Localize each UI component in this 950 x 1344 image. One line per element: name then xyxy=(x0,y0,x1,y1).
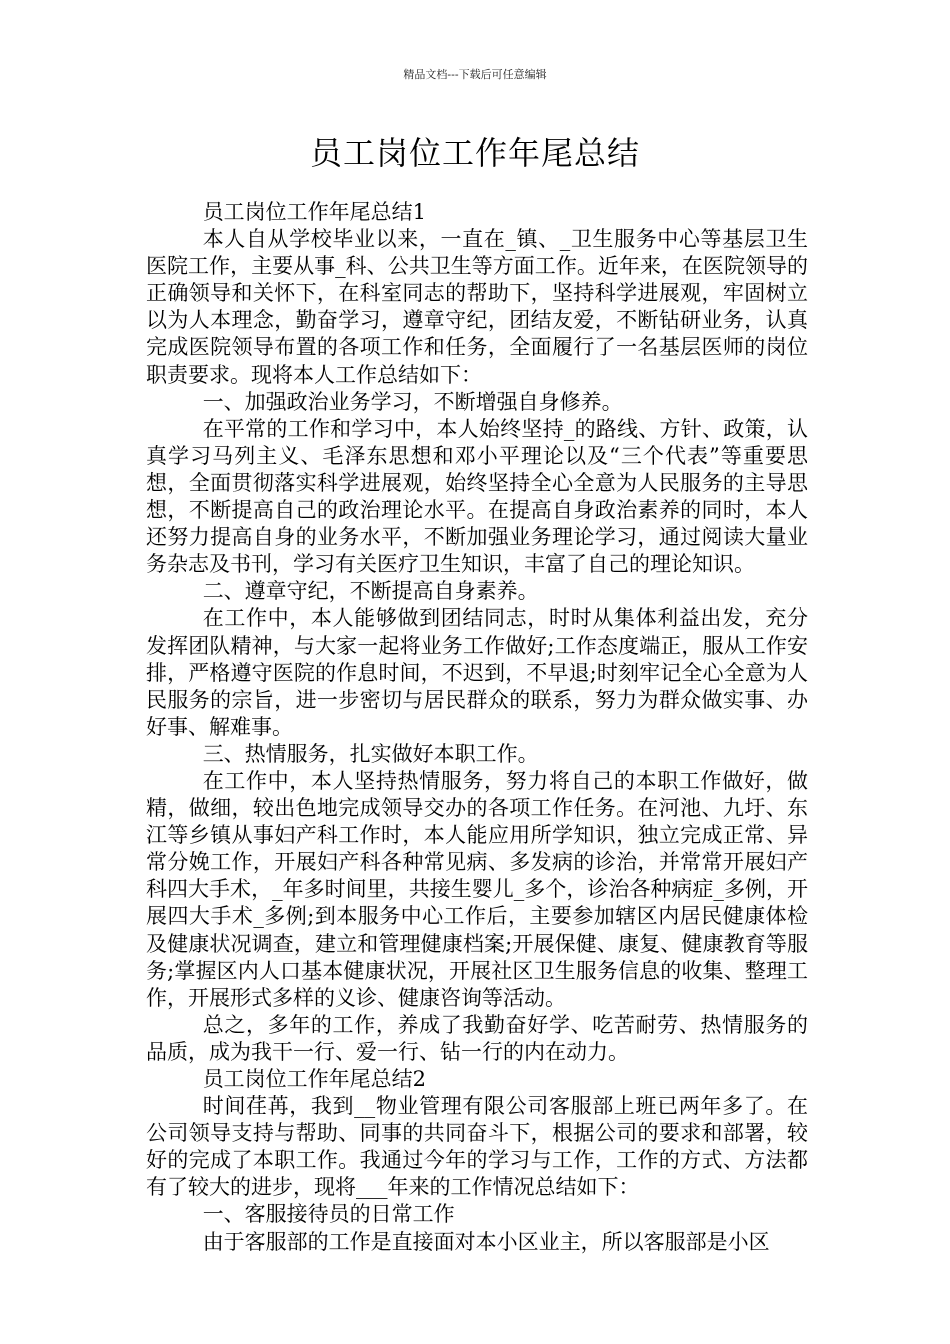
paragraph-intro-2: 时间荏苒，我到__物业管理有限公司客服部上班已两年多了。在公司领导支持与帮助、同事的共同奋斗下，根据公司的要求和部署，较好的完成了本职工作。我通过今年的学习与工作，工作的方式、方法都有了较大的进步，现将___年来的工作情况总结如下： xyxy=(146,1094,808,1200)
subheading-2: 二、遵章守纪，不断提高自身素养。 xyxy=(202,579,539,604)
header-note: 精品文档---下载后可任意编辑 xyxy=(403,68,547,81)
subheading-1: 一、加强政治业务学习，不断增强自身修养。 xyxy=(202,389,623,414)
section-heading-2: 员工岗位工作年尾总结2 xyxy=(202,1067,427,1091)
subheading-2-1: 一、客服接待员的日常工作 xyxy=(202,1202,455,1227)
paragraph-conclusion: 总之，多年的工作，养成了我勤奋好学、吃苦耐劳、热情服务的品质，成为我干一行、爱一行、钻一行的内在动力。 xyxy=(146,1012,808,1064)
paragraph-intro: 本人自从学校毕业以来，一直在_镇、_卫生服务中心等基层卫生医院工作，主要从事_科、公共卫生等方面工作。近年来，在医院领导的正确领导和关怀下，在科室同志的帮助下，坚持科学进展观，牢固树立以为人本理念，勤奋学习，遵章守纪，团结友爱，不断钻研业务，认真完成医院领导布置的各项工作和任务，全面履行了一名基层医师的岗位职责要求。现将本人工作总结如下： xyxy=(146,227,808,387)
document-body xyxy=(146,199,808,1256)
subheading-3: 三、热情服务，扎实做好本职工作。 xyxy=(202,741,539,766)
paragraph-customer-service: 由于客服部的工作是直接面对本小区业主，所以客服部是小区 xyxy=(202,1229,770,1254)
paragraph-service: 在工作中，本人坚持热情服务，努力将自己的本职工作做好，做精，做细，较出色地完成领导交办的各项工作任务。在河池、九圩、东江等乡镇从事妇产科工作时，本人能应用所学知识，独立完成正常、异常分娩工作，开展妇产科各种常见病、多发病的诊治，并常常开展妇产科四大手术，_年多时间里，共接生婴儿_多个，诊治各种病症_多例，开展四大手术_多例;到本服务中心工作后，主要参加辖区内居民健康体检及健康状况调查，建立和管理健康档案;开展保健、康复、健康教育等服务;掌握区内人口基本健康状况，开展社区卫生服务信息的收集、整理工作，开展形式多样的义诊、健康咨询等活动。 xyxy=(146,768,808,1010)
paragraph-study: 在平常的工作和学习中，本人始终坚持_的路线、方针、政策，认真学习马列主义、毛泽东思想和邓小平理论以及“三个代表”等重要思想，全面贯彻落实科学进展观，始终坚持全心全意为人民服务的主导思想，不断提高自己的政治理论水平。在提高自身政治素养的同时，本人还努力提高自身的业务水平，不断加强业务理论学习，通过阅读大量业务杂志及书刊，学习有关医疗卫生知识，丰富了自己的理论知识。 xyxy=(146,416,808,577)
section-heading-1: 员工岗位工作年尾总结1 xyxy=(202,200,427,224)
paragraph-discipline: 在工作中，本人能够做到团结同志，时时从集体利益出发，充分发挥团队精神，与大家一起将业务工作做好;工作态度端正，服从工作安排，严格遵守医院的作息时间，不迟到，不早退;时刻牢记全心全意为人民服务的宗旨，进一步密切与居民群众的联系，努力为群众做实事、办好事、解难事。 xyxy=(146,606,808,739)
document-title: 员工岗位工作年尾总结 xyxy=(309,134,640,172)
